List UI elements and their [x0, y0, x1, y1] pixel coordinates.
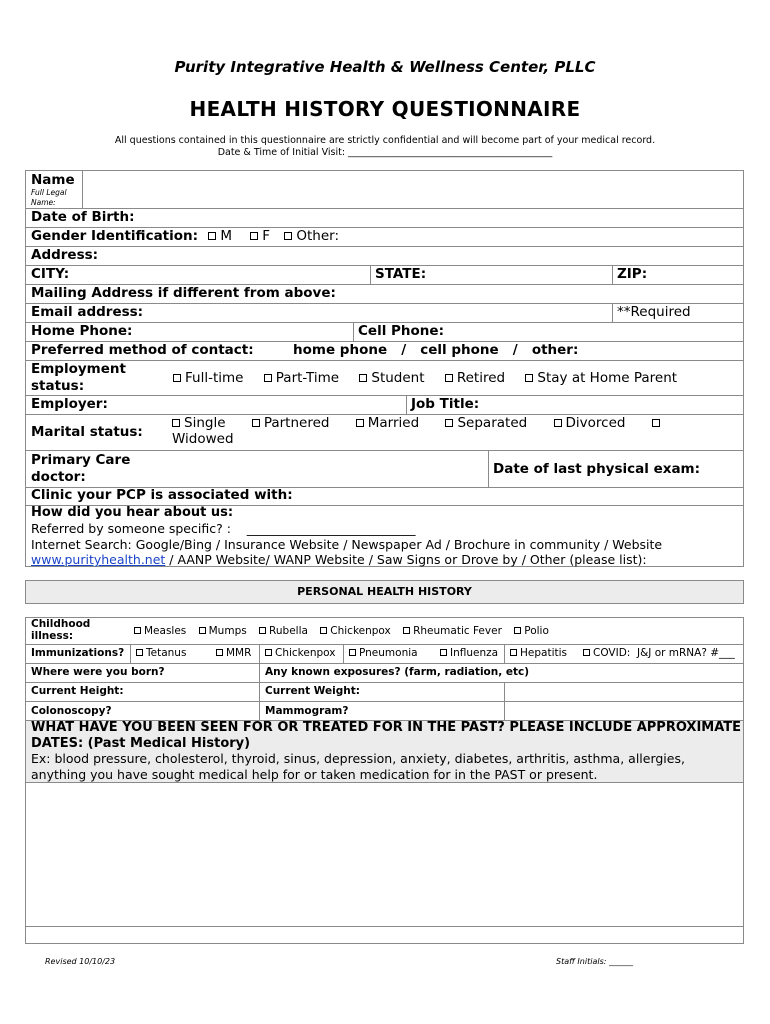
confidential-text: All questions contained in this questionnaire are strictly confidential and will become part of your medical record.	[114, 135, 656, 146]
internet-search-line: Internet Search: Google/Bing / Insurance Website / Newspaper Ad / Brochure in community / Website	[31, 537, 663, 552]
checkbox-icon	[284, 232, 292, 240]
page-title: HEALTH HISTORY QUESTIONNAIRE	[189, 97, 581, 121]
weight-label: Current Weight:	[265, 685, 360, 697]
marital-options	[172, 415, 664, 447]
email-row	[26, 303, 743, 322]
gender-option-other[interactable]: Other:	[284, 228, 339, 244]
contact-method-row	[26, 341, 743, 360]
marital-married[interactable]: Married	[356, 415, 419, 431]
name-row	[26, 171, 743, 208]
confidentiality-note	[0, 135, 770, 159]
marital-row	[26, 414, 743, 450]
referral-label: How did you hear about us:	[31, 505, 234, 520]
childhood-rheumatic-fever[interactable]: Rheumatic Fever	[403, 625, 502, 637]
checkbox-icon	[208, 232, 216, 240]
mailing-address-label: Mailing Address if different from above:	[31, 285, 336, 301]
past-history-header	[26, 720, 743, 782]
employer-label: Employer:	[31, 396, 108, 412]
employment-student[interactable]: Student	[359, 370, 424, 386]
screening-row	[26, 701, 743, 720]
address-label: Address:	[31, 247, 99, 263]
city-state-zip-row	[26, 265, 743, 284]
revised-date: Revised 10/10/23	[45, 957, 116, 966]
checkbox-icon	[252, 419, 260, 427]
employment-full-time[interactable]: Full-time	[173, 370, 243, 386]
immunization-mmr[interactable]: MMR	[216, 647, 251, 659]
patient-info-table	[25, 170, 744, 567]
childhood-label: Childhood illness:	[31, 618, 91, 642]
childhood-mumps[interactable]: Mumps	[199, 625, 247, 637]
required-note: **Required	[617, 304, 691, 320]
staff-initials-field[interactable]: Staff Initials: ______	[556, 957, 633, 966]
checkbox-icon	[445, 419, 453, 427]
clinic-pcp-row[interactable]	[26, 487, 743, 505]
mailing-address-row[interactable]	[26, 284, 743, 303]
employment-label: Employment status:	[31, 361, 126, 394]
immunization-chickenpox[interactable]: Chickenpox	[265, 647, 335, 659]
phone-row	[26, 322, 743, 341]
email-label: Email address:	[31, 304, 144, 320]
pcp-row	[26, 450, 743, 487]
checkbox-icon	[134, 627, 141, 634]
childhood-illness-row	[26, 618, 743, 644]
marital-widowed-checkbox[interactable]	[652, 415, 664, 431]
personal-health-header	[25, 580, 744, 604]
checkbox-icon	[514, 627, 521, 634]
exposures-label: Any known exposures? (farm, radiation, etc)	[265, 666, 530, 678]
marital-label: Marital status:	[31, 424, 143, 440]
checkbox-icon	[356, 419, 364, 427]
website-link[interactable]: www.purityhealth.net	[31, 552, 166, 567]
full-legal-name-label: Full Legal Name:	[31, 188, 67, 207]
address-row[interactable]	[26, 246, 743, 265]
checkbox-icon	[349, 649, 356, 656]
dob-row[interactable]	[26, 208, 743, 227]
other-sources-line: www.purityhealth.net / AANP Website/ WANP Website / Saw Signs or Drove by / Other (please list):	[31, 552, 647, 567]
past-history-title: WHAT HAVE YOU BEEN SEEN FOR OR TREATED FOR IN THE PAST? PLEASE INCLUDE APPROXIMATE DATES: (Past Medical History)	[31, 720, 742, 751]
employment-retired[interactable]: Retired	[445, 370, 505, 386]
checkbox-icon	[445, 374, 453, 382]
checkbox-icon	[403, 627, 410, 634]
immunizations-row	[26, 644, 743, 663]
checkbox-icon	[265, 649, 272, 656]
checkbox-icon	[554, 419, 562, 427]
checkbox-icon	[583, 649, 590, 656]
checkbox-icon	[199, 627, 206, 634]
checkbox-icon	[264, 374, 272, 382]
dob-label: Date of Birth:	[31, 209, 135, 225]
childhood-chickenpox[interactable]: Chickenpox	[320, 625, 390, 637]
checkbox-icon	[136, 649, 143, 656]
employment-options	[173, 370, 677, 386]
birthplace-row	[26, 663, 743, 682]
checkbox-icon	[652, 419, 660, 427]
marital-partnered[interactable]: Partnered	[252, 415, 330, 431]
clinic-pcp-label: Clinic your PCP is associated with:	[31, 487, 293, 503]
checkbox-icon	[525, 374, 533, 382]
employer-row	[26, 395, 743, 414]
gender-option-m[interactable]: M	[208, 228, 232, 244]
immunization-tetanus[interactable]: Tetanus	[136, 647, 186, 659]
zip-label: ZIP:	[617, 266, 648, 282]
birthplace-label: Where were you born?	[31, 666, 165, 678]
childhood-measles[interactable]: Measles	[134, 625, 186, 637]
childhood-polio[interactable]: Polio	[514, 625, 549, 637]
name-label: Name	[31, 172, 75, 188]
contact-method-options[interactable]: home phone / cell phone / other:	[293, 342, 579, 358]
checkbox-icon	[320, 627, 327, 634]
marital-single[interactable]: Single	[172, 415, 226, 431]
checkbox-icon	[359, 374, 367, 382]
colonoscopy-label: Colonoscopy?	[31, 705, 112, 717]
pcp-label: Primary Care doctor:	[31, 452, 131, 485]
mammogram-label: Mammogram?	[265, 705, 349, 717]
job-title-label: Job Title:	[411, 396, 480, 412]
referred-by-field[interactable]: Referred by someone specific? : ___________________________	[31, 521, 416, 536]
last-physical-exam-label: Date of last physical exam:	[493, 461, 701, 477]
employment-part-time[interactable]: Part-Time	[264, 370, 339, 386]
immunizations-label: Immunizations?	[31, 647, 125, 659]
gender-label: Gender Identification:	[31, 228, 199, 244]
cell-phone-label: Cell Phone:	[358, 323, 444, 339]
state-label: STATE:	[375, 266, 427, 282]
initial-visit-date-field[interactable]: Date & Time of Initial Visit: ___________________________________________	[217, 147, 553, 158]
immunization-covid[interactable]: COVID: J&J or mRNA? #___	[583, 647, 735, 659]
immunization-influenza[interactable]: Influenza	[440, 647, 498, 659]
past-history-answer-bottom[interactable]	[26, 926, 743, 944]
past-history-examples: Ex: blood pressure, cholesterol, thyroid, sinus, depression, anxiety, diabetes, arthritis, asthma, allergies, anything you have sought medical help for or taken medication for in the PAST or present.	[31, 751, 685, 782]
checkbox-icon	[259, 627, 266, 634]
contact-method-label: Preferred method of contact:	[31, 342, 254, 358]
checkbox-icon	[250, 232, 258, 240]
gender-option-f[interactable]: F	[250, 228, 270, 244]
personal-health-table	[25, 617, 744, 944]
past-history-answer-area[interactable]	[26, 782, 743, 926]
marital-separated[interactable]: Separated	[445, 415, 527, 431]
height-label: Current Height:	[31, 685, 124, 697]
gender-row	[26, 227, 743, 246]
personal-health-title: PERSONAL HEALTH HISTORY	[297, 585, 472, 598]
immunization-hepatitis[interactable]: Hepatitis	[510, 647, 567, 659]
height-weight-row	[26, 682, 743, 701]
checkbox-icon	[216, 649, 223, 656]
childhood-rubella[interactable]: Rubella	[259, 625, 308, 637]
checkbox-icon	[173, 374, 181, 382]
checkbox-icon	[440, 649, 447, 656]
checkbox-icon	[172, 419, 180, 427]
employment-stay-at-home[interactable]: Stay at Home Parent	[525, 370, 677, 386]
gender-field	[31, 228, 339, 244]
marital-widowed: Widowed	[172, 431, 234, 447]
clinic-name: Purity Integrative Health & Wellness Center, PLLC	[174, 58, 596, 76]
name-field[interactable]	[84, 171, 739, 207]
childhood-options	[134, 625, 549, 637]
immunization-pneumonia[interactable]: Pneumonia	[349, 647, 418, 659]
city-label: CITY:	[31, 266, 70, 282]
home-phone-label: Home Phone:	[31, 323, 133, 339]
checkbox-icon	[510, 649, 517, 656]
employment-row	[26, 360, 743, 395]
referral-source-row	[26, 505, 743, 567]
marital-divorced[interactable]: Divorced	[554, 415, 626, 431]
